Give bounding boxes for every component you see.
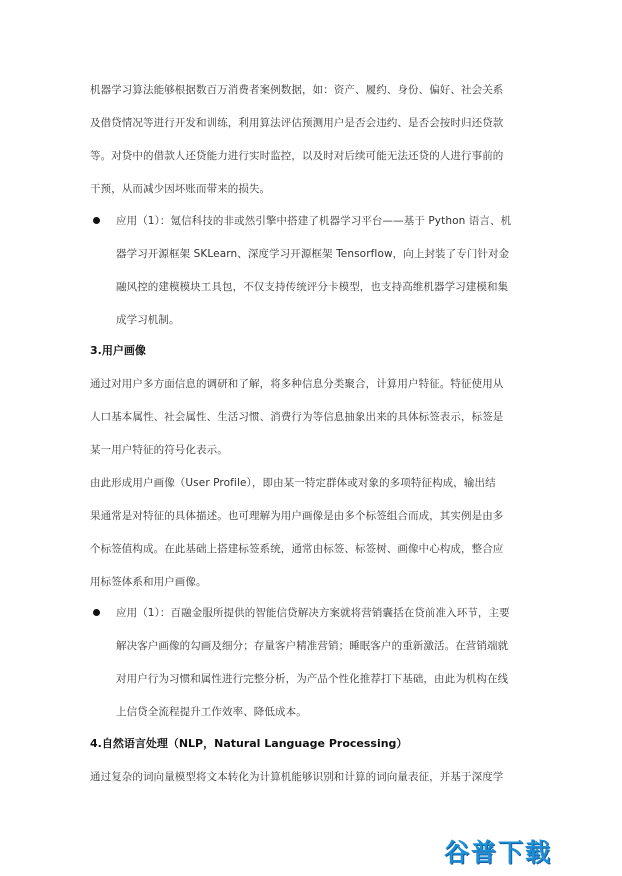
bullet1-line: 成学习机制。 bbox=[116, 314, 180, 326]
bullet1-line: 应用（1）：氪信科技的非或然引擎中搭建了机器学习平台——基于 Python 语言、机 bbox=[116, 215, 512, 227]
section3-para2-line: 果通常是对特征的具体描述。也可理解为用户画像是由多个标签组合而成，其实例是由多 bbox=[90, 510, 504, 522]
bullet1-line: 融风控的建模模块工具包，不仅支持传统评分卡模型，也支持高维机器学习建模和集 bbox=[116, 281, 509, 293]
bullet-dot-icon bbox=[93, 609, 100, 616]
bullet2-line: 对用户行为习惯和属性进行完整分析，为产品个性化推荐打下基础，由此为机构在线 bbox=[116, 673, 509, 685]
section4-para1-line: 通过复杂的词向量模型将文本转化为计算机能够识别和计算的词向量表征，并基于深度学 bbox=[90, 771, 504, 783]
bullet2-line: 上信贷全流程提升工作效率、降低成本。 bbox=[116, 706, 307, 718]
bullet2-line: 解决客户画像的勾画及细分；存量客户精准营销；睡眠客户的重新激活。在营销端就 bbox=[116, 640, 509, 652]
intro-line: 及借贷情况等进行开发和训练，利用算法评估预测用户是否会违约、是否会按时归还贷款 bbox=[90, 117, 504, 129]
section3-para2-line: 个标签值构成。在此基础上搭建标签系统，通常由标签、标签树、画像中心构成，整合应 bbox=[90, 543, 504, 555]
section-heading: 3.用户画像 bbox=[90, 344, 146, 357]
watermark-logo: 谷普下载 bbox=[444, 838, 553, 867]
bullet1-line: 器学习开源框架 SKLearn、深度学习开源框架 Tensorflow，向上封装了专门针对金 bbox=[116, 248, 510, 260]
bullet2-line: 应用（1）：百融金服所提供的智能信贷解决方案就将营销囊括在贷前准入环节，主要 bbox=[116, 607, 510, 619]
section-heading: 4.自然语言处理（NLP，Natural Language Processing） bbox=[90, 737, 408, 750]
section3-para2-line: 由此形成用户画像（User Profile），即由某一特定群体或对象的多项特征构成，输出结 bbox=[90, 477, 496, 489]
intro-line: 等。对贷中的借款人还贷能力进行实时监控，以及时对后续可能无法还贷的人进行事前的 bbox=[90, 150, 504, 162]
section3-para1-line: 人口基本属性、社会属性、生活习惯、消费行为等信息抽象出来的具体标签表示，标签是 bbox=[90, 411, 504, 423]
bullet-dot-icon bbox=[93, 217, 100, 224]
section3-para1-line: 通过对用户多方面信息的调研和了解，将多种信息分类聚合，计算用户特征。特征使用从 bbox=[90, 378, 504, 390]
section3-para2-line: 用标签体系和用户画像。 bbox=[90, 576, 207, 588]
section3-para1-line: 某一用户特征的符号化表示。 bbox=[90, 444, 228, 456]
intro-line: 干预，从而减少因坏账而带来的损失。 bbox=[90, 183, 271, 195]
intro-line: 机器学习算法能够根据数百万消费者案例数据，如：资产、履约、身份、偏好、社会关系 bbox=[90, 84, 504, 96]
